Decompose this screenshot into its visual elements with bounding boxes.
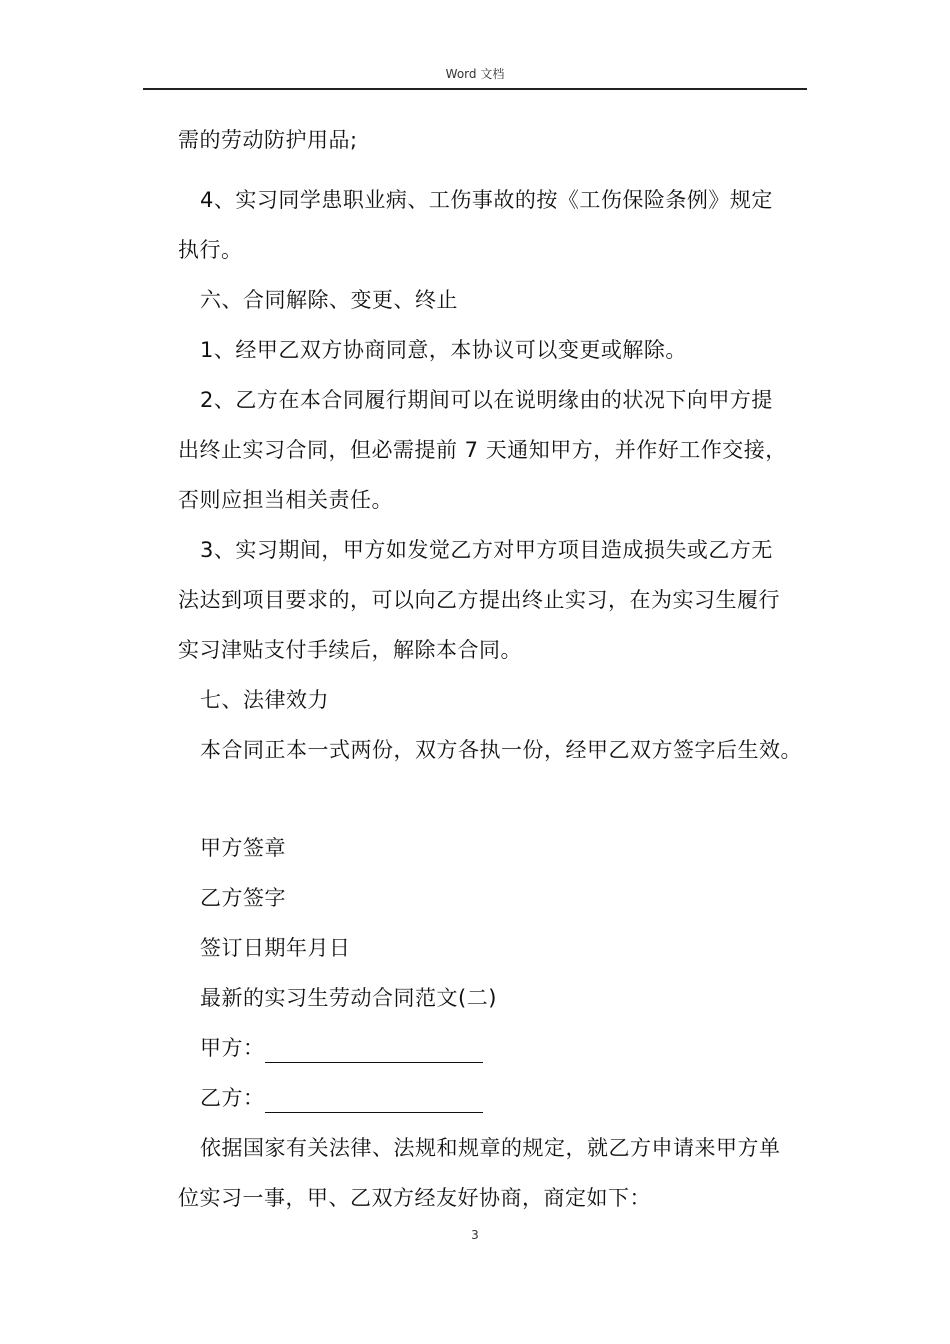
- signature-party-a: 甲方签章: [200, 836, 286, 860]
- paragraph-line: 本合同正本一式两份，双方各执一份，经甲乙双方签字后生效。: [200, 738, 802, 762]
- party-b-label: 乙方：: [200, 1086, 265, 1110]
- paragraph-line: 4、实习同学患职业病、工伤事故的按《工伤保险条例》规定: [200, 188, 773, 212]
- party-a-label: 甲方：: [200, 1036, 265, 1060]
- header-title: Word 文档: [445, 67, 505, 81]
- paragraph-line: 位实习一事，甲、乙双方经友好协商，商定如下：: [178, 1186, 651, 1210]
- paragraph-line: 依据国家有关法律、法规和规章的规定，就乙方申请来甲方单: [200, 1136, 781, 1160]
- paragraph-line: 出终止实习合同，但必需提前 7 天通知甲方，并作好工作交接，: [178, 438, 787, 462]
- page-number: 3: [471, 1228, 479, 1242]
- paragraph-line: 实习津贴支付手续后，解除本合同。: [178, 638, 522, 662]
- paragraph-line: 否则应担当相关责任。: [178, 488, 393, 512]
- party-a-blank-line: [265, 1042, 483, 1063]
- paragraph-line: 执行。: [178, 238, 243, 262]
- paragraph-line: 1、经甲乙双方协商同意，本协议可以变更或解除。: [200, 338, 687, 362]
- signature-party-b: 乙方签字: [200, 886, 286, 910]
- party-a-field: [200, 1033, 483, 1063]
- section-heading: 六、合同解除、变更、终止: [200, 288, 458, 312]
- page-header: [143, 64, 807, 90]
- signing-date: 签订日期年月日: [200, 936, 351, 960]
- paragraph-line: 法达到项目要求的，可以向乙方提出终止实习，在为实习生履行: [178, 588, 780, 612]
- party-b-blank-line: [265, 1092, 483, 1113]
- party-b-field: [200, 1083, 483, 1113]
- document-subtitle: 最新的实习生劳动合同范文(二): [200, 986, 497, 1010]
- section-heading: 七、法律效力: [200, 688, 329, 712]
- paragraph-line: 2、乙方在本合同履行期间可以在说明缘由的状况下向甲方提: [200, 388, 773, 412]
- paragraph-line: 3、实习期间，甲方如发觉乙方对甲方项目造成损失或乙方无: [200, 538, 773, 562]
- paragraph-line: 需的劳动防护用品;: [178, 128, 358, 152]
